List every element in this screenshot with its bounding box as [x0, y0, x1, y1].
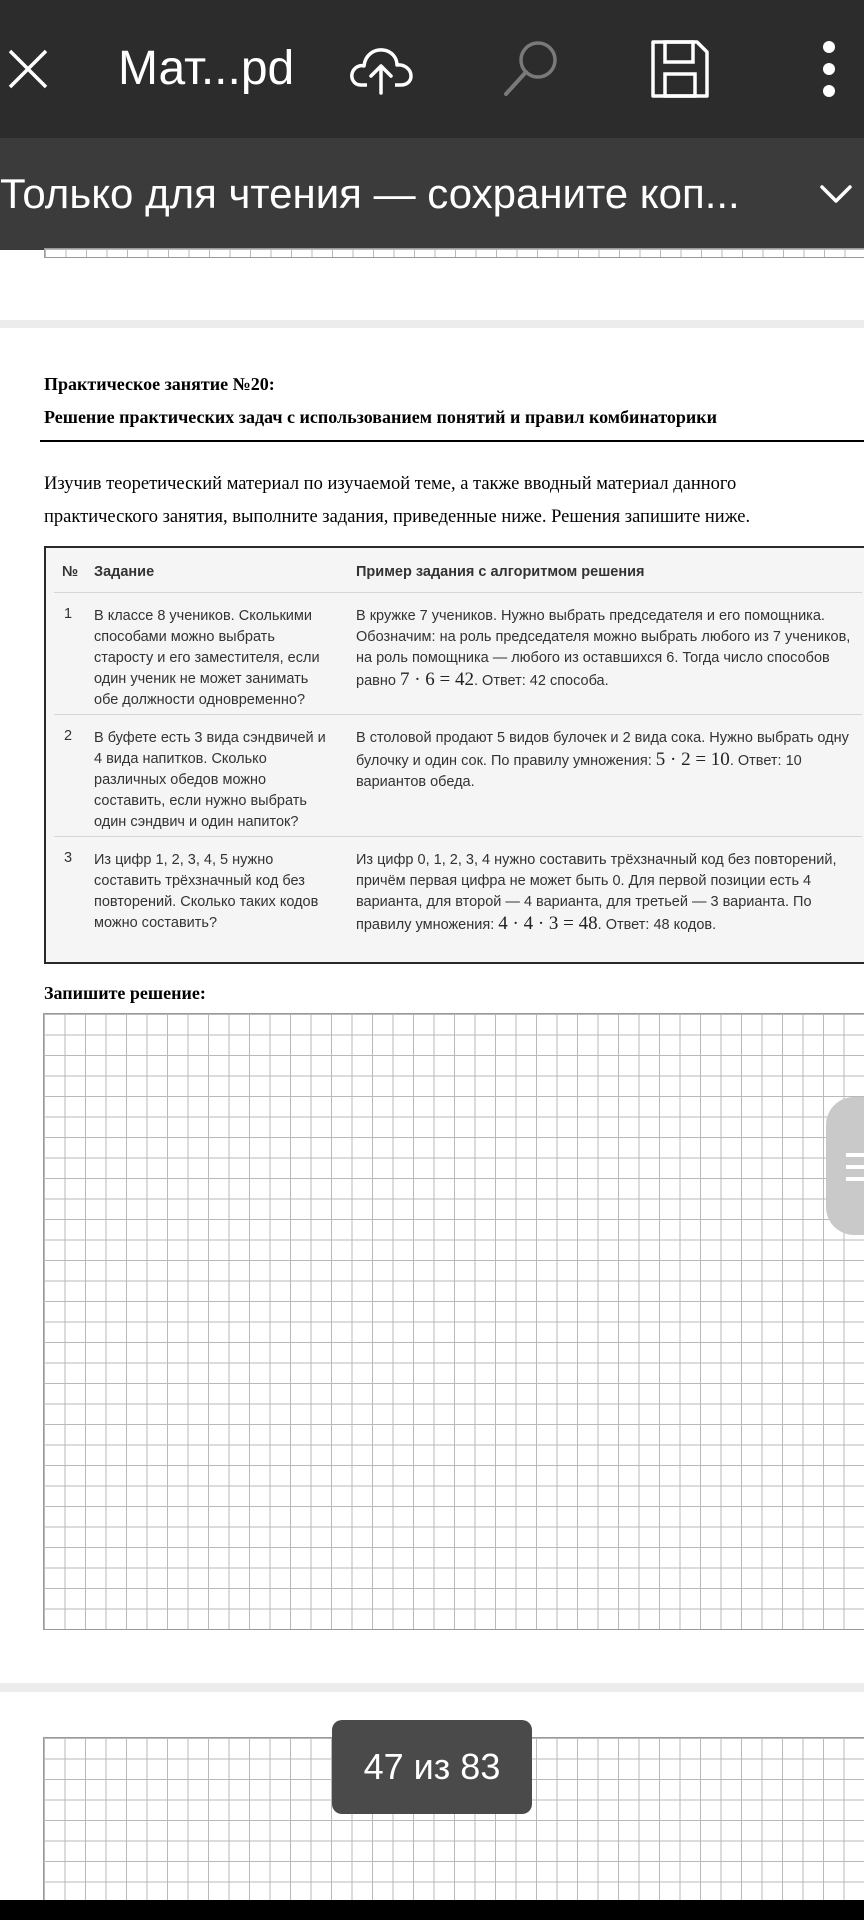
- table-divider: [54, 714, 862, 715]
- example-text: В столовой продают 5 видов булочек и 2 вида сока. Нужно выбрать одну булочку и один сок. По правилу умножения:: [356, 730, 849, 769]
- app-bar: [0, 0, 864, 138]
- read-only-banner[interactable]: [0, 138, 864, 250]
- handle-bar: [846, 1177, 864, 1181]
- table-row-task: В классе 8 учеников. Сколькими способами можно выбрать старосту и его заместителя, если один ученик не может занимать обе должности одновременно?: [94, 608, 320, 708]
- system-navigation-bar: [0, 1900, 864, 1920]
- lesson-number-heading: Практическое занятие №20:: [44, 374, 275, 394]
- table-row-example: [356, 728, 856, 793]
- lesson-topic-heading: Решение практических задач с использованием понятий и правил комбинаторики: [44, 407, 718, 427]
- example-formula: 5 · 2 = 10: [655, 749, 730, 770]
- banner-expand-button[interactable]: [818, 169, 854, 222]
- table-row-example: [356, 606, 856, 692]
- cloud-upload-icon: [347, 41, 417, 97]
- read-only-message: Только для чтения — сохраните коп...: [0, 170, 740, 217]
- close-icon: [6, 47, 50, 91]
- example-text: В кружке 7 учеников. Нужно выбрать председателя и его помощника. Обозначим: на роль председателя можно выбрать любого из 7 учеников, на роль помощника — любого из оставшихся 6. Тогда число способов равно: [356, 608, 851, 689]
- table-row-example: [356, 850, 856, 936]
- example-answer: . Ответ: 48 кодов.: [597, 917, 717, 933]
- document-page: [0, 328, 864, 1683]
- table-row-number: 1: [64, 606, 73, 622]
- heading-divider: [40, 440, 864, 442]
- chevron-down-icon: [818, 169, 854, 217]
- table-row-task: В буфете есть 3 вида сэндвичей и 4 вида напитков. Сколько различных обедов можно составить, если нужно выбрать один сэндвич и один напиток?: [94, 730, 326, 830]
- tasks-table: [44, 546, 864, 964]
- more-vertical-icon: [821, 39, 837, 99]
- write-solution-heading: Запишите решение:: [44, 983, 206, 1003]
- document-title: Мат...pd: [118, 42, 295, 95]
- example-formula: 4 · 4 · 3 = 48: [498, 913, 598, 934]
- table-divider: [54, 592, 862, 593]
- solution-grid[interactable]: [43, 1013, 864, 1630]
- example-text: Из цифр 0, 1, 2, 3, 4 нужно составить трёхзначный код без повторений, причём первая цифра не может быть 0. Для первой позиции есть 4 варианта, для второй — 4 варианта, для третьей — 3 варианта. По правилу умножения:: [356, 852, 837, 933]
- upload-button[interactable]: [346, 24, 418, 114]
- save-icon: [649, 38, 711, 100]
- previous-page: [0, 250, 864, 320]
- column-header-task: Задание: [94, 564, 155, 580]
- table-row-number: 3: [64, 850, 73, 866]
- column-header-number: №: [62, 564, 79, 580]
- handle-bar: [846, 1153, 864, 1157]
- handle-bar: [846, 1165, 864, 1169]
- example-answer: . Ответ: 10 вариантов обеда.: [356, 753, 802, 790]
- side-panel-handle[interactable]: [826, 1097, 864, 1235]
- table-row-number: 2: [64, 728, 73, 744]
- table-divider: [54, 836, 862, 837]
- table-row-task: Из цифр 1, 2, 3, 4, 5 нужно составить трёхзначный код без повторений. Сколько таких кодов можно составить?: [94, 852, 319, 931]
- example-formula: 7 · 6 = 42: [399, 669, 474, 690]
- column-header-example: Пример задания с алгоритмом решения: [356, 564, 645, 580]
- search-button[interactable]: [496, 24, 566, 114]
- save-button[interactable]: [648, 24, 712, 114]
- intro-paragraph: Изучив теоретический материал по изучаемой теме, а также вводный материал данного практического занятия, выполните задания, приведенные ниже. Решения запишите ниже.: [44, 474, 751, 527]
- search-icon: [498, 36, 564, 102]
- more-options-button[interactable]: [806, 24, 852, 114]
- example-answer: . Ответ: 42 способа.: [473, 673, 609, 689]
- page-indicator: 47 из 83: [332, 1720, 532, 1814]
- close-button[interactable]: [0, 24, 56, 114]
- previous-page-grid: [44, 248, 864, 258]
